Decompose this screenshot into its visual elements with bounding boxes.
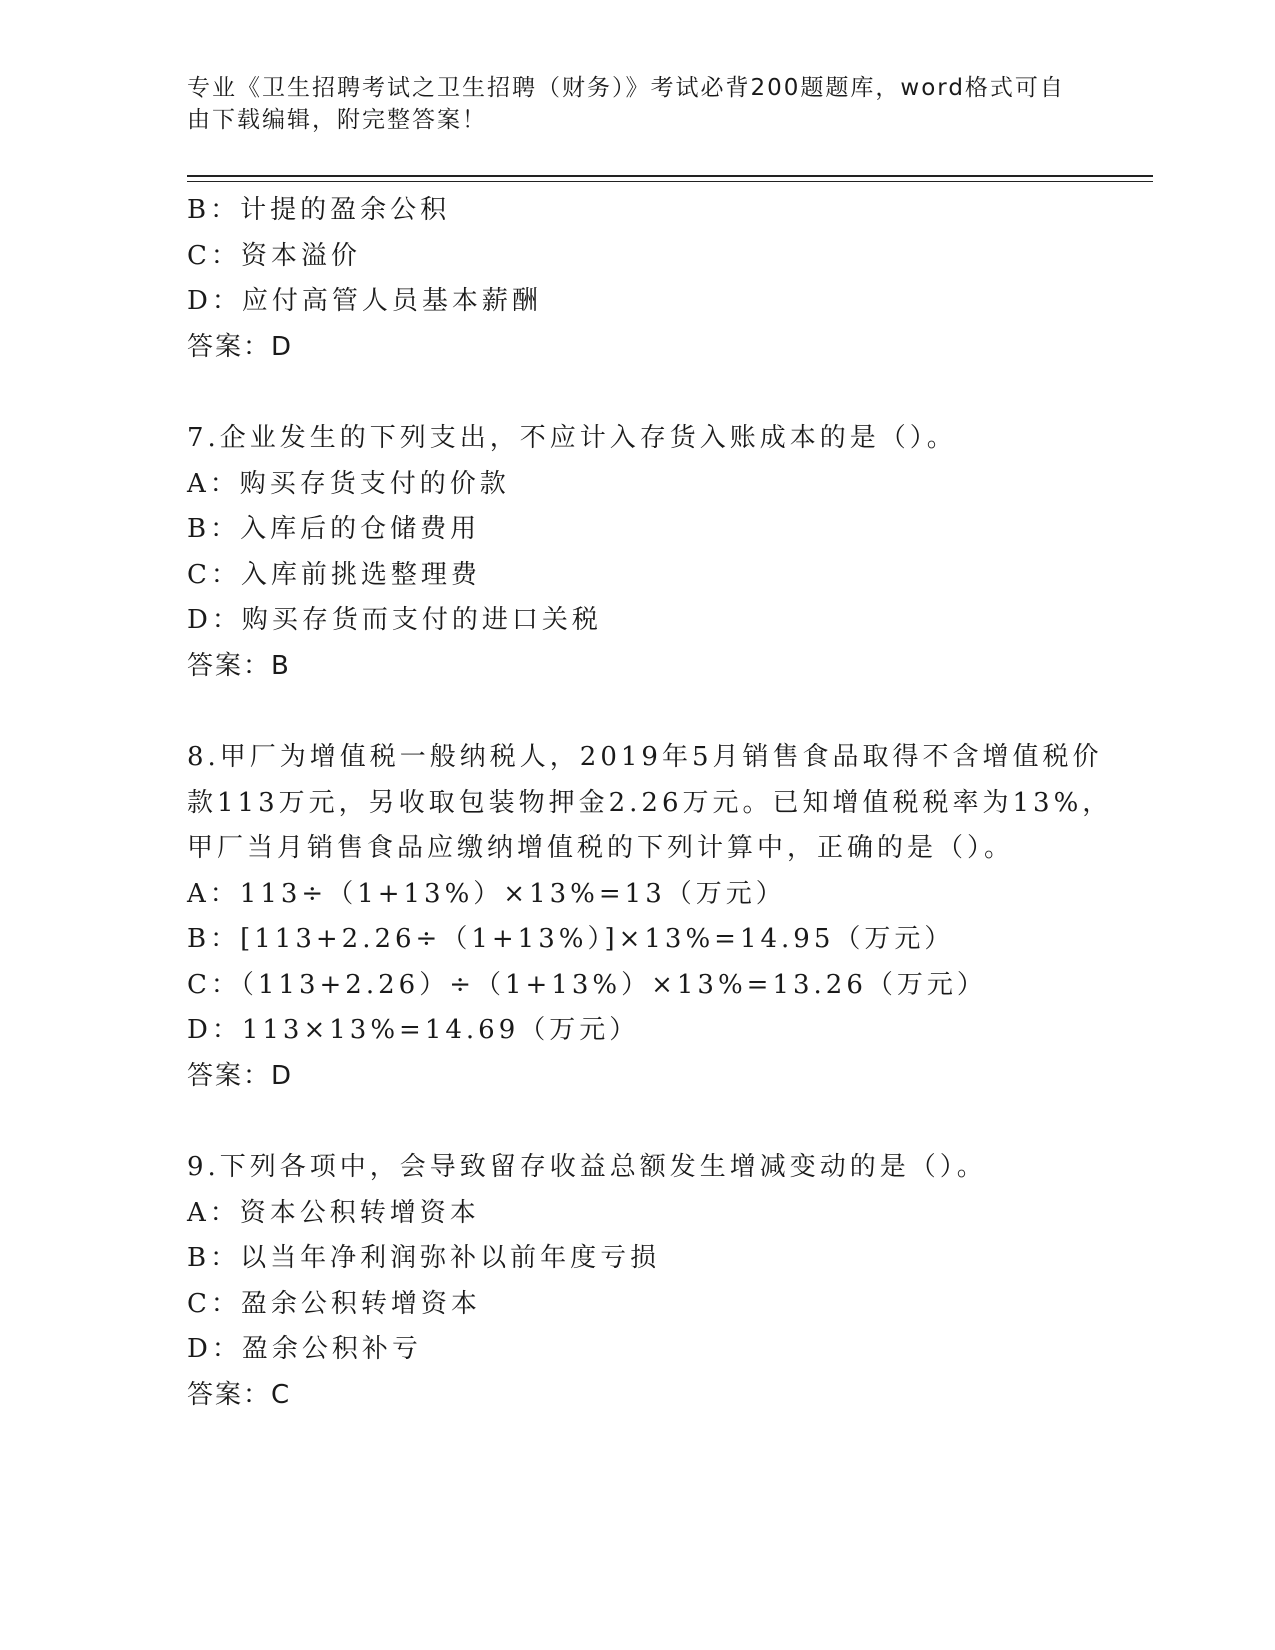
header-line-2: 由下载编辑，附完整答案！ — [187, 107, 487, 133]
option-a: A：资本公积转增资本 — [187, 1197, 480, 1228]
question-8 — [187, 735, 1113, 1099]
option-d: D：盈余公积补亏 — [187, 1334, 422, 1364]
answer: 答案：D — [187, 1060, 294, 1091]
option-d: D：应付高管人员基本薪酬 — [187, 286, 542, 316]
question-6-continued — [187, 188, 1087, 370]
option-b: B：以当年净利润弥补以前年度亏损 — [187, 1243, 661, 1273]
answer: 答案：B — [187, 650, 291, 681]
option-c: C：（113+2.26）÷（1+13%）×13%=13.26（万元） — [187, 969, 987, 1000]
option-a: A：113÷（1+13%）×13%=13（万元） — [187, 878, 786, 909]
option-b: B：计提的盈余公积 — [187, 195, 451, 225]
document-header — [187, 72, 1067, 136]
header-line-1: 专业《卫生招聘考试之卫生招聘（财务）》考试必背200题题库，word格式可自 — [187, 75, 1065, 101]
question-stem: 7.企业发生的下列支出，不应计入存货入账成本的是（）。 — [187, 423, 957, 453]
answer: 答案：C — [187, 1379, 292, 1410]
question-7 — [187, 416, 1087, 689]
header-divider-thin — [187, 181, 1153, 182]
option-c: C：资本溢价 — [187, 240, 361, 271]
question-stem: 9.下列各项中，会导致留存收益总额发生增减变动的是（）。 — [187, 1152, 987, 1182]
option-b: B：[113+2.26÷（1+13%）]×13%=14.95（万元） — [187, 924, 955, 954]
option-d: D：113×13%=14.69（万元） — [187, 1015, 640, 1045]
option-c: C：入库前挑选整理费 — [187, 559, 481, 590]
question-stem-line-3: 甲厂当月销售食品应缴纳增值税的下列计算中，正确的是（）。 — [187, 833, 1015, 863]
question-9 — [187, 1145, 1087, 1418]
option-d: D：购买存货而支付的进口关税 — [187, 605, 602, 635]
option-c: C：盈余公积转增资本 — [187, 1288, 481, 1319]
option-b: B：入库后的仓储费用 — [187, 514, 481, 544]
header-divider-thick — [187, 175, 1153, 177]
question-stem-line-2: 款113万元，另收取包装物押金2.26万元。已知增值税税率为13%， — [187, 787, 1113, 818]
question-list — [187, 188, 1113, 1418]
question-stem-line-1: 8.甲厂为增值税一般纳税人，2019年5月销售食品取得不含增值税价 — [187, 742, 1103, 772]
option-a: A：购买存货支付的价款 — [187, 468, 510, 499]
answer: 答案：D — [187, 331, 294, 362]
